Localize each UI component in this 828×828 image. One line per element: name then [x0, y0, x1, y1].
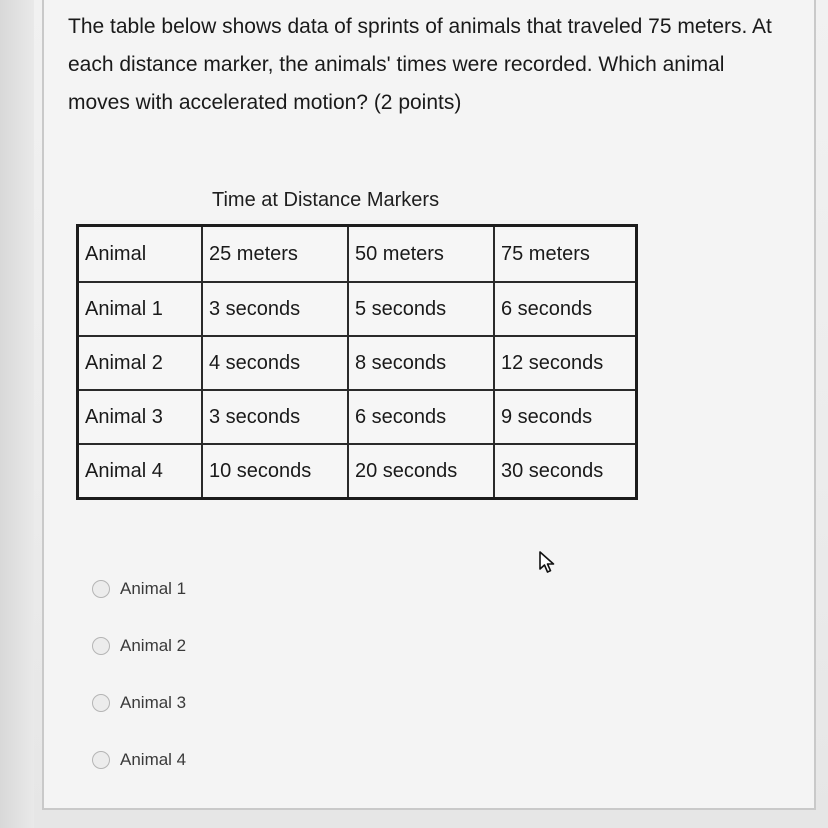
table-row: [78, 390, 637, 444]
table-cell: 3 seconds: [202, 390, 348, 444]
mouse-pointer-icon: [538, 550, 556, 574]
header-75-meters: 75 meters: [494, 226, 637, 283]
radio-button-icon[interactable]: [92, 694, 110, 712]
table-cell: Animal 2: [78, 336, 203, 390]
table-caption: Time at Distance Markers: [212, 189, 440, 211]
option-animal-4[interactable]: [92, 731, 186, 788]
table-cell: 30 seconds: [494, 444, 637, 499]
table-cell: 6 seconds: [348, 390, 494, 444]
header-animal: Animal: [78, 226, 203, 283]
table-cell: 4 seconds: [202, 336, 348, 390]
option-label[interactable]: Animal 4: [120, 749, 187, 769]
background-edge: [0, 0, 34, 828]
table-row: [78, 282, 637, 336]
table-cell: 8 seconds: [348, 336, 494, 390]
option-animal-3[interactable]: [92, 674, 186, 731]
table-cell: 3 seconds: [202, 282, 348, 336]
radio-button-icon[interactable]: [92, 751, 110, 769]
radio-button-icon[interactable]: [92, 637, 110, 655]
header-25-meters: 25 meters: [202, 226, 348, 283]
sprint-data-table: [76, 224, 638, 500]
table-header-row: [78, 226, 637, 283]
option-label[interactable]: Animal 1: [120, 578, 187, 598]
table-cell: 10 seconds: [202, 444, 348, 499]
table-cell: 12 seconds: [494, 336, 637, 390]
table-cell: 20 seconds: [348, 444, 494, 499]
table-cell: 6 seconds: [494, 282, 637, 336]
option-label[interactable]: Animal 3: [120, 692, 187, 712]
table-cell: 5 seconds: [348, 282, 494, 336]
table-row: [78, 336, 637, 390]
table-row: [78, 444, 637, 499]
answer-options: [92, 560, 186, 788]
option-label[interactable]: Animal 2: [120, 635, 187, 655]
option-animal-1[interactable]: [92, 560, 186, 617]
header-50-meters: 50 meters: [348, 226, 494, 283]
question-text: The table below shows data of sprints of animals that traveled 75 meters. At each distance marker, the animals' times were recorded. Which animal moves with accelerated motion? (2 points): [68, 15, 772, 114]
table-cell: Animal 1: [78, 282, 203, 336]
table-cell: 9 seconds: [494, 390, 637, 444]
option-animal-2[interactable]: [92, 617, 186, 674]
table-cell: Animal 3: [78, 390, 203, 444]
radio-button-icon[interactable]: [92, 580, 110, 598]
table-cell: Animal 4: [78, 444, 203, 499]
